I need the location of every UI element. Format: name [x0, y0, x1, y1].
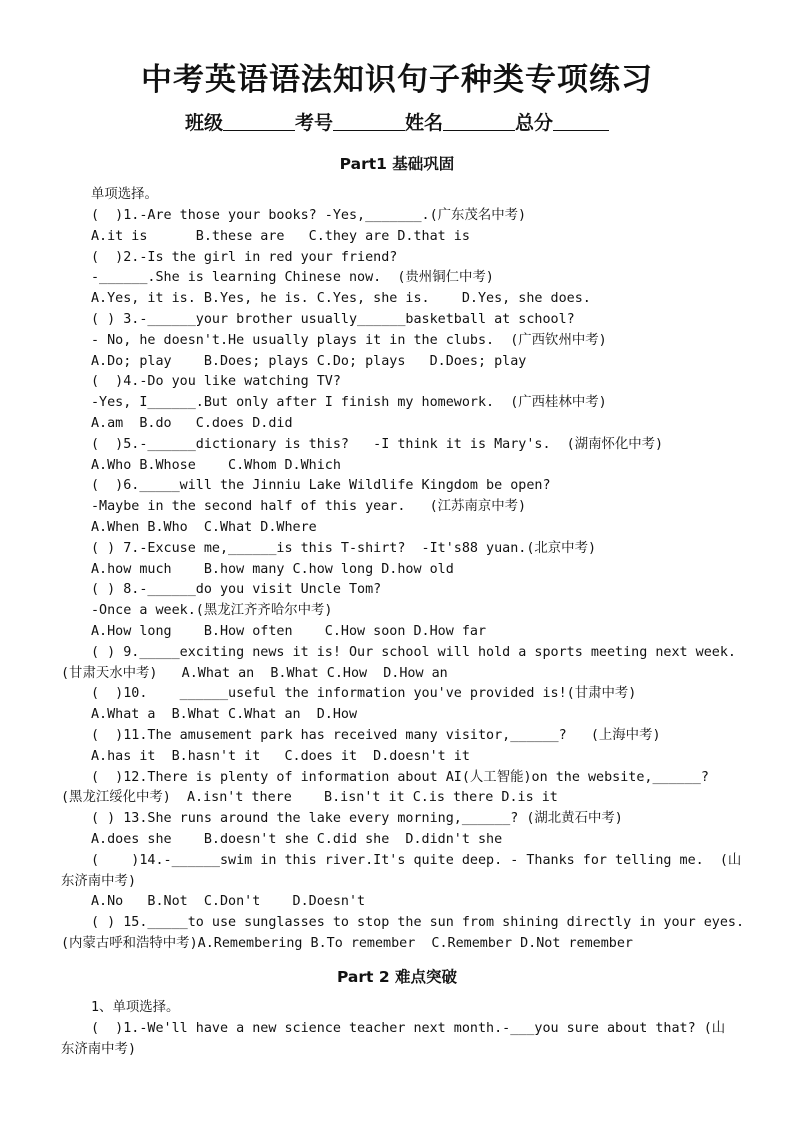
question-line: 东济南中考) — [61, 1041, 137, 1057]
question-line: ( ) 7.-Excuse me,______is this T-shirt? -It's88 yuan.(北京中考) — [91, 540, 597, 556]
question-line: - No, he doesn't.He usually plays it in the clubs. (广西钦州中考) — [91, 332, 607, 348]
question-line: A.how much B.how many C.how long D.how old — [91, 561, 454, 577]
question-line: A.it is B.these are C.they are D.that is — [91, 228, 470, 244]
question-line: A.Who B.Whose C.Whom D.Which — [91, 457, 341, 473]
score-blank[interactable] — [553, 110, 609, 131]
question-line: 东济南中考) — [61, 873, 137, 889]
question-line: (甘肃天水中考) A.What an B.What C.How D.How an — [61, 665, 448, 681]
student-info-line — [0, 108, 794, 138]
question-line: -Yes, I______.But only after I finish my homework. (广西桂林中考) — [91, 395, 607, 411]
question-line: (内蒙古呼和浩特中考)A.Remembering B.To remember C.Remember D.Not remember — [61, 936, 633, 951]
part2-intro: 1、单项选择。 — [91, 1000, 180, 1015]
question-line: A.Do; play B.Does; plays C.Do; plays D.Does; play — [91, 353, 527, 369]
name-label: 姓名 — [405, 112, 444, 134]
question-line: A.What a B.What C.What an D.How — [91, 707, 358, 723]
question-line: A.am B.do C.does D.did — [91, 416, 293, 431]
score-label: 总分 — [515, 112, 554, 134]
question-line: ( )4.-Do you like watching TV? — [91, 374, 341, 390]
question-line: ( )10. ______useful the information you've provided is!(甘肃中考) — [91, 686, 637, 702]
part1-intro: 单项选择。 — [91, 187, 158, 202]
part2-heading: Part 2 难点突破 — [336, 968, 458, 986]
number-blank[interactable] — [333, 110, 405, 131]
question-line: A.No B.Not C.Don't D.Doesn't — [91, 894, 366, 910]
question-line: A.When B.Who C.What D.Where — [91, 520, 317, 535]
question-line: A.has it B.hasn't it C.does it D.doesn't it — [91, 748, 470, 764]
class-blank[interactable] — [223, 110, 295, 131]
question-line: ( ) 9._____exciting news it is! Our school will hold a sports meeting next week. — [91, 644, 736, 660]
question-line: ( )11.The amusement park has received many visitor,______? (上海中考) — [91, 728, 661, 743]
question-line: ( )5.-______dictionary is this? -I think it is Mary's. (湖南怀化中考) — [91, 436, 664, 452]
question-line: ( )1.-Are those your books? -Yes,_______.(广东茂名中考) — [91, 208, 527, 223]
name-blank[interactable] — [443, 110, 515, 131]
question-line: ( ) 13.She runs around the lake every morning,______? (湖北黄石中考) — [91, 811, 623, 827]
class-label: 班级 — [184, 112, 223, 134]
question-line: ( )14.-______swim in this river.It's quite deep. - Thanks for telling me. (山 — [91, 852, 742, 868]
number-label: 考号 — [294, 112, 333, 134]
question-line: -______.She is learning Chinese now. (贵州铜仁中考) — [91, 270, 494, 286]
question-line: ( ) 15._____to use sunglasses to stop the sun from shining directly in your eyes. — [91, 915, 745, 931]
question-line: -Maybe in the second half of this year. (江苏南京中考) — [91, 499, 527, 515]
question-line: A.Yes, it is. B.Yes, he is. C.Yes, she is. D.Yes, she does. — [91, 291, 591, 307]
question-line: ( )6._____will the Jinniu Lake Wildlife Kingdom be open? — [91, 478, 551, 494]
question-line: ( )12.There is plenty of information about AI(人工智能)on the website,______? — [91, 769, 709, 785]
question-line: ( )1.-We'll have a new science teacher next month.-___you sure about that? (山 — [91, 1021, 726, 1036]
question-line: ( ) 8.-______do you visit Uncle Tom? — [91, 582, 382, 598]
question-line: (黑龙江绥化中考) A.isn't there B.isn't it C.is there D.is it — [61, 790, 558, 806]
question-line: -Once a week.(黑龙江齐齐哈尔中考) — [91, 603, 333, 619]
question-line: A.How long B.How often C.How soon D.How far — [91, 624, 487, 639]
question-line: ( )2.-Is the girl in red your friend? — [91, 249, 398, 265]
page-title: 中考英语语法知识句子种类专项练习 — [141, 62, 653, 98]
question-line: A.does she B.doesn't she C.did she D.didn't she — [91, 832, 503, 847]
question-line: ( ) 3.-______your brother usually______basketball at school? — [91, 312, 575, 327]
part1-heading: Part1 基础巩固 — [339, 155, 455, 173]
